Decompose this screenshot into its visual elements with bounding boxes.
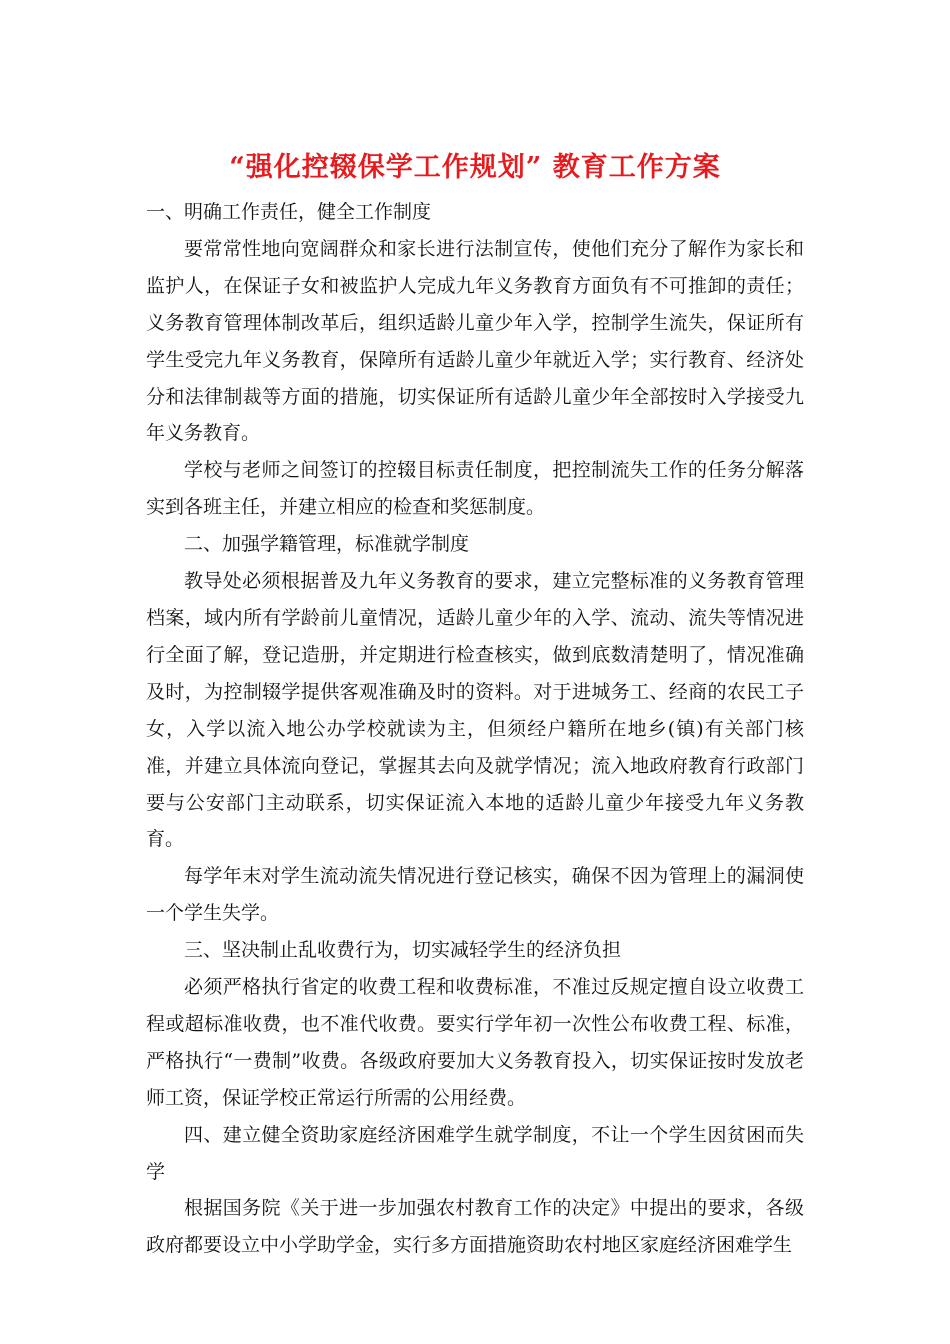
document-title: “强化控辍保学工作规划” 教育工作方案: [229, 152, 721, 183]
paragraph-5: 必须严格执行省定的收费工程和收费标准，不准过反规定擅自设立收费工程或超标准收费，也不准代收费。要实行学年初一次性公布收费工程、标准，严格执行“一费制”收费。各级政府要加大义务教育投入，切实保证按时发放老师工资，保证学校正常运行所需的公用经费。: [146, 976, 804, 1109]
document-body: [146, 194, 804, 1264]
section-heading-3: 三、坚决制止乱收费行为，切实减轻学生的经济负担: [184, 939, 622, 962]
paragraph-2: 学校与老师之间签订的控辍目标责任制度，把控制流失工作的任务分解落实到各班主任，并建立相应的检查和奖惩制度。: [146, 459, 804, 519]
section-heading-4: 四、建立健全资助家庭经济困难学生就学制度，不让一个学生因贫困而失学: [146, 1123, 804, 1183]
section-heading-2: 二、加强学籍管理，标准就学制度: [184, 533, 470, 556]
paragraph-1: 要常常性地向宽阔群众和家长进行法制宣传，使他们充分了解作为家长和监护人，在保证子女和被监护人完成九年义务教育方面负有不可推卸的责任；义务教育管理体制改革后，组织适龄儿童少年入学，控制学生流失，保证所有学生受完九年义务教育，保障所有适龄儿童少年就近入学；实行教育、经济处分和法律制裁等方面的措施，切实保证所有适龄儿童少年全部按时入学接受九年义务教育。: [146, 237, 804, 445]
paragraph-4: 每学年末对学生流动流失情况进行登记核实，确保不因为管理上的漏洞使一个学生失学。: [146, 865, 804, 925]
paragraph-6: 根据国务院《关于进一步加强农村教育工作的决定》中提出的要求，各级政府都要设立中小学助学金，实行多方面措施资助农村地区家庭经济困难学生: [146, 1197, 804, 1257]
paragraph-3: 教导处必须根据普及九年义务教育的要求，建立完整标准的义务教育管理档案，域内所有学龄前儿童情况，适龄儿童少年的入学、流动、流失等情况进行全面了解，登记造册，并定期进行检查核实，做到底数清楚明了，情况准确及时，为控制辍学提供客观准确及时的资料。对于进城务工、经商的农民工子女，入学以流入地公办学校就读为主，但须经户籍所在地乡(镇)有关部门核准，并建立具体流向登记，掌握其去向及就学情况；流入地政府教育行政部门要与公安部门主动联系，切实保证流入本地的适龄儿童少年接受九年义务教育。: [146, 570, 804, 851]
section-heading-1: 一、明确工作责任，健全工作制度: [146, 201, 432, 223]
